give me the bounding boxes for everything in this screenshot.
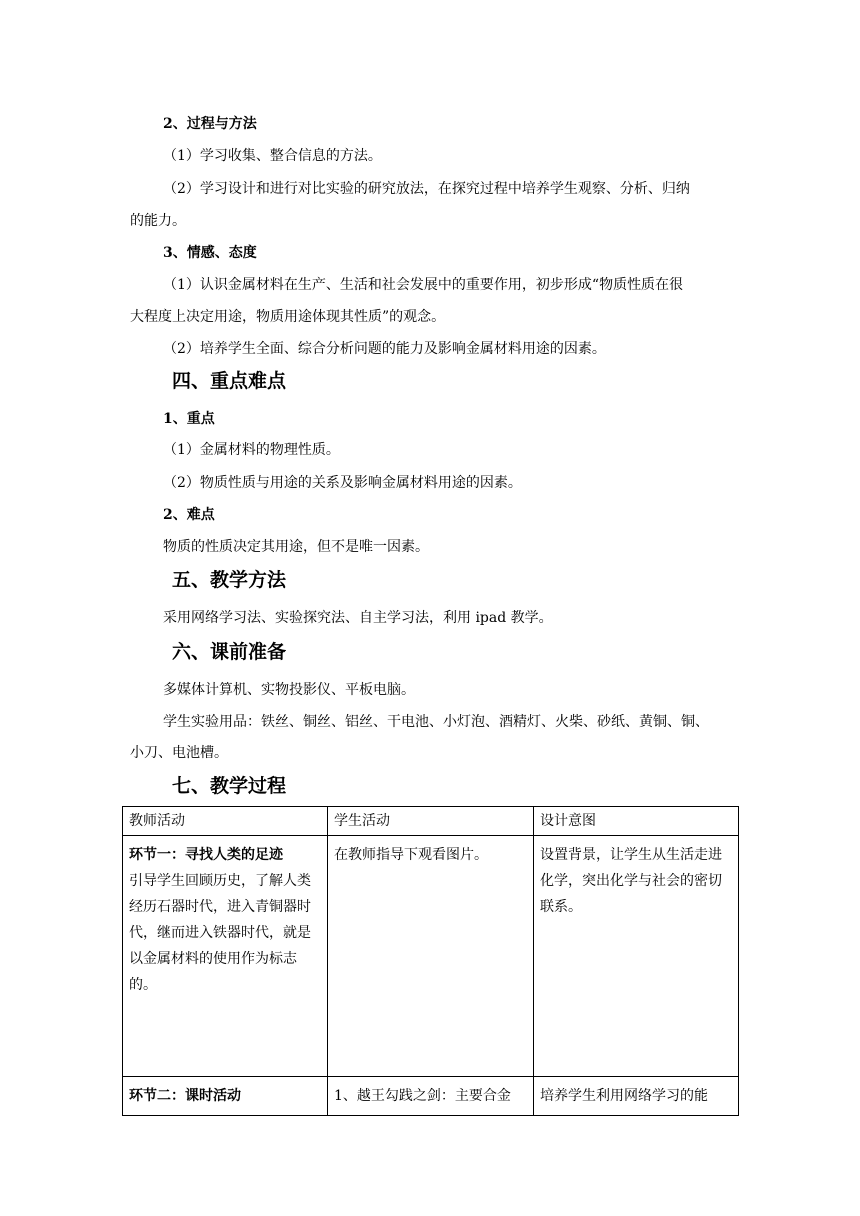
row1-student-cell: 在教师指导下观看图片。: [328, 836, 534, 1077]
key-item-2: （2）物质性质与用途的关系及影响金属材料用途的因素。: [163, 475, 522, 491]
process-method-item-1: （1）学习收集、整合信息的方法。: [163, 148, 382, 164]
emotion-title: 3、情感、态度: [163, 245, 257, 261]
table-row: [123, 836, 739, 1077]
row1-intent-cell: 设置背景，让学生从生活走进化学，突出化学与社会的密切联系。: [534, 836, 739, 1077]
row1-teacher-title: 环节一：寻找人类的足迹: [129, 847, 283, 863]
process-method-title: 2、过程与方法: [163, 116, 257, 132]
process-method-item-2-line-1: （2）学习设计和进行对比实验的研究放法，在探究过程中培养学生观察、分析、归纳: [163, 181, 690, 197]
row1-teacher-cell: [123, 836, 328, 1077]
emotion-item-1-line-1: （1）认识金属材料在生产、生活和社会发展中的重要作用，初步形成“物质性质在很: [163, 277, 684, 293]
row2-teacher-cell: [123, 1077, 328, 1116]
emotion-item-2: （2）培养学生全面、综合分析问题的能力及影响金属材料用途的因素。: [163, 341, 606, 357]
emotion-item-1-line-2: 大程度上决定用途，物质用途体现其性质”的观念。: [130, 309, 446, 325]
teaching-process-table: [122, 806, 739, 1116]
heading-prep: 六、课前准备: [172, 641, 287, 663]
prep-line-3: 小刀、电池槽。: [130, 745, 228, 761]
key-title: 1、重点: [163, 411, 215, 427]
table-header-row: [123, 807, 739, 836]
heading-process: 七、教学过程: [172, 775, 287, 797]
difficult-item-1: 物质的性质决定其用途，但不是唯一因素。: [163, 539, 429, 555]
method-text: 采用网络学习法、实验探究法、自主学习法，利用 ipad 教学。: [163, 610, 553, 626]
heading-key-points: 四、重点难点: [172, 370, 287, 392]
key-item-1: （1）金属材料的物理性质。: [163, 442, 340, 458]
header-teacher: 教师活动: [123, 807, 328, 836]
process-method-item-2-line-2: 的能力。: [130, 213, 186, 229]
difficult-title: 2、难点: [163, 507, 215, 523]
row2-student-cell: 1、越王勾践之剑：主要合金: [328, 1077, 534, 1116]
table-row: [123, 1077, 739, 1116]
header-student: 学生活动: [328, 807, 534, 836]
row2-intent-cell: 培养学生利用网络学习的能: [534, 1077, 739, 1116]
heading-method: 五、教学方法: [172, 569, 287, 591]
prep-line-2: 学生实验用品：铁丝、铜丝、铝丝、干电池、小灯泡、酒精灯、火柴、砂纸、黄铜、铜、: [163, 714, 709, 730]
prep-line-1: 多媒体计算机、实物投影仪、平板电脑。: [163, 682, 415, 698]
header-intent: 设计意图: [534, 807, 739, 836]
row1-teacher-text: 引导学生回顾历史，了解人类经历石器时代，进入青铜器时代，继而进入铁器时代，就是以金属材料的使用作为标志的。: [129, 873, 311, 993]
row2-teacher-title: 环节二：课时活动: [129, 1088, 241, 1104]
